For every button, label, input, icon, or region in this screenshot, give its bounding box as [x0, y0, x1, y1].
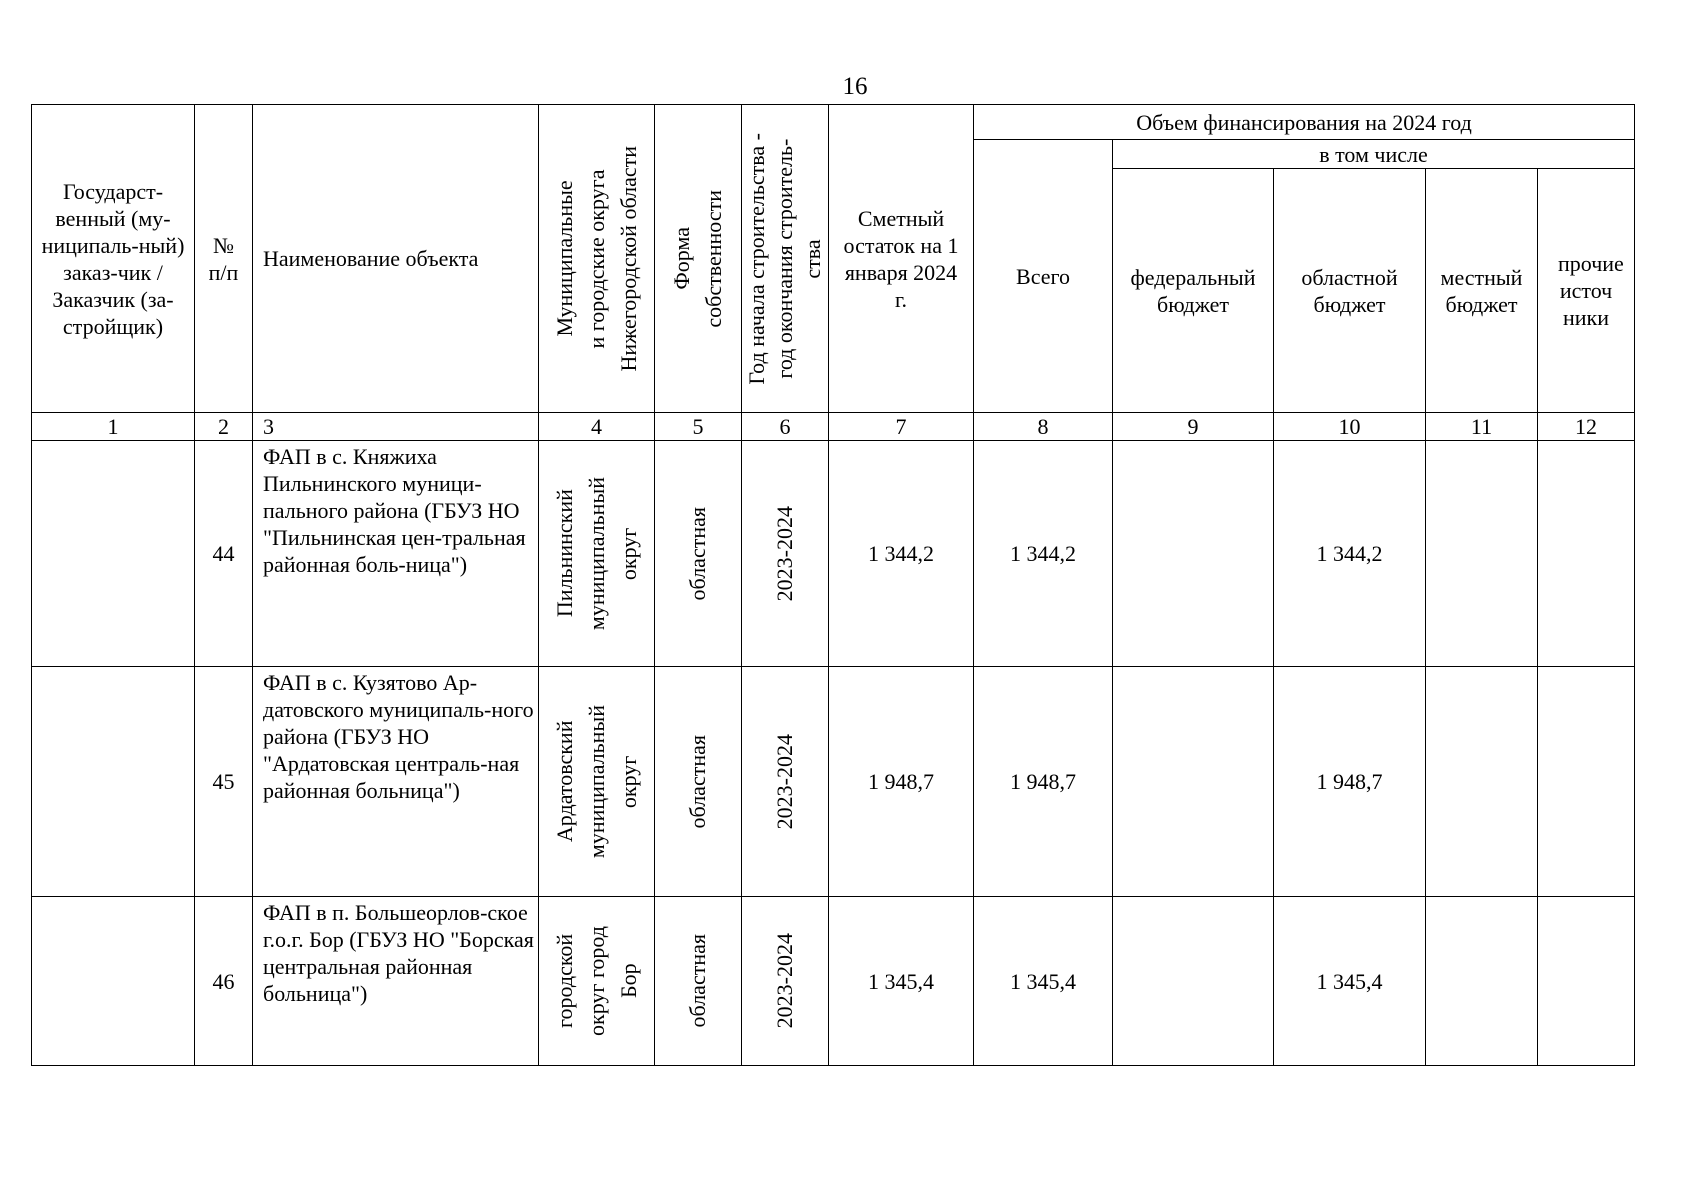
row-federal — [1113, 897, 1274, 1066]
col-num-9: 9 — [1113, 413, 1274, 441]
row-object-name: ФАП в с. Кузятово Ар-датовского муниципаль-ного района (ГБУЗ НО "Ардатовская централь-ная районная больница") — [253, 667, 539, 897]
header-customer: Государст-венный (му-ниципаль-ный) заказ-чик / Заказчик (за-стройщик) — [32, 105, 195, 413]
row-ownership: областная — [655, 441, 742, 667]
col-num-4: 4 — [539, 413, 655, 441]
row-customer — [32, 441, 195, 667]
header-financing: Объем финансирования на 2024 год — [974, 105, 1635, 140]
header-object-name: Наименование объекта — [253, 105, 539, 413]
row-remaining: 1 345,4 — [829, 897, 974, 1066]
header-num: № п/п — [195, 105, 253, 413]
row-remaining: 1 344,2 — [829, 441, 974, 667]
page-number: 16 — [842, 73, 868, 100]
row-local — [1426, 441, 1538, 667]
row-ownership: областная — [655, 667, 742, 897]
row-ownership: областная — [655, 897, 742, 1066]
col-num-11: 11 — [1426, 413, 1538, 441]
row-num: 45 — [195, 667, 253, 897]
table-row — [32, 441, 1635, 667]
col-num-12: 12 — [1538, 413, 1635, 441]
row-num: 46 — [195, 897, 253, 1066]
col-num-1: 1 — [32, 413, 195, 441]
row-object-name: ФАП в п. Большеорлов-ское г.о.г. Бор (ГБУЗ НО "Борская центральная районная больница") — [253, 897, 539, 1066]
header-total: Всего — [974, 140, 1113, 413]
row-object-name: ФАП в с. Княжиха Пильнинского муници-пального района (ГБУЗ НО "Пильнинская цен-тральная районная боль-ница") — [253, 441, 539, 667]
row-local — [1426, 897, 1538, 1066]
row-regional: 1 345,4 — [1274, 897, 1426, 1066]
row-num: 44 — [195, 441, 253, 667]
row-total: 1 345,4 — [974, 897, 1113, 1066]
row-years: 2023-2024 — [742, 441, 829, 667]
header-remaining: Сметный остаток на 1 января 2024 г. — [829, 105, 974, 413]
row-federal — [1113, 441, 1274, 667]
header-local: местный бюджет — [1426, 169, 1538, 413]
row-total: 1 948,7 — [974, 667, 1113, 897]
table-row — [32, 897, 1635, 1066]
col-num-5: 5 — [655, 413, 742, 441]
header-regional: областной бюджет — [1274, 169, 1426, 413]
row-other — [1538, 441, 1635, 667]
row-customer — [32, 667, 195, 897]
header-municipal: Муниципальные и городские округа Нижегородской области — [539, 105, 655, 413]
row-municipality: Пильнинский муниципальный округ — [539, 441, 655, 667]
row-other — [1538, 897, 1635, 1066]
col-num-6: 6 — [742, 413, 829, 441]
financing-table — [31, 104, 1635, 1066]
header-other: прочие источ ники — [1538, 169, 1635, 413]
table-row — [32, 667, 1635, 897]
col-num-7: 7 — [829, 413, 974, 441]
header-row-1 — [32, 105, 1635, 140]
row-municipality: городской округ город Бор — [539, 897, 655, 1066]
header-ownership: Форма собственности — [655, 105, 742, 413]
row-years: 2023-2024 — [742, 667, 829, 897]
row-regional: 1 344,2 — [1274, 441, 1426, 667]
header-federal: федеральный бюджет — [1113, 169, 1274, 413]
header-years: Год начала строительства - год окончания строитель- ства — [742, 105, 829, 413]
col-num-10: 10 — [1274, 413, 1426, 441]
col-num-8: 8 — [974, 413, 1113, 441]
row-customer — [32, 897, 195, 1066]
row-years: 2023-2024 — [742, 897, 829, 1066]
row-remaining: 1 948,7 — [829, 667, 974, 897]
col-num-3: 3 — [253, 413, 539, 441]
col-num-2: 2 — [195, 413, 253, 441]
column-number-row — [32, 413, 1635, 441]
row-total: 1 344,2 — [974, 441, 1113, 667]
row-other — [1538, 667, 1635, 897]
row-federal — [1113, 667, 1274, 897]
row-local — [1426, 667, 1538, 897]
header-including: в том числе — [1113, 140, 1635, 169]
row-regional: 1 948,7 — [1274, 667, 1426, 897]
row-municipality: Ардатовский муниципальный округ — [539, 667, 655, 897]
